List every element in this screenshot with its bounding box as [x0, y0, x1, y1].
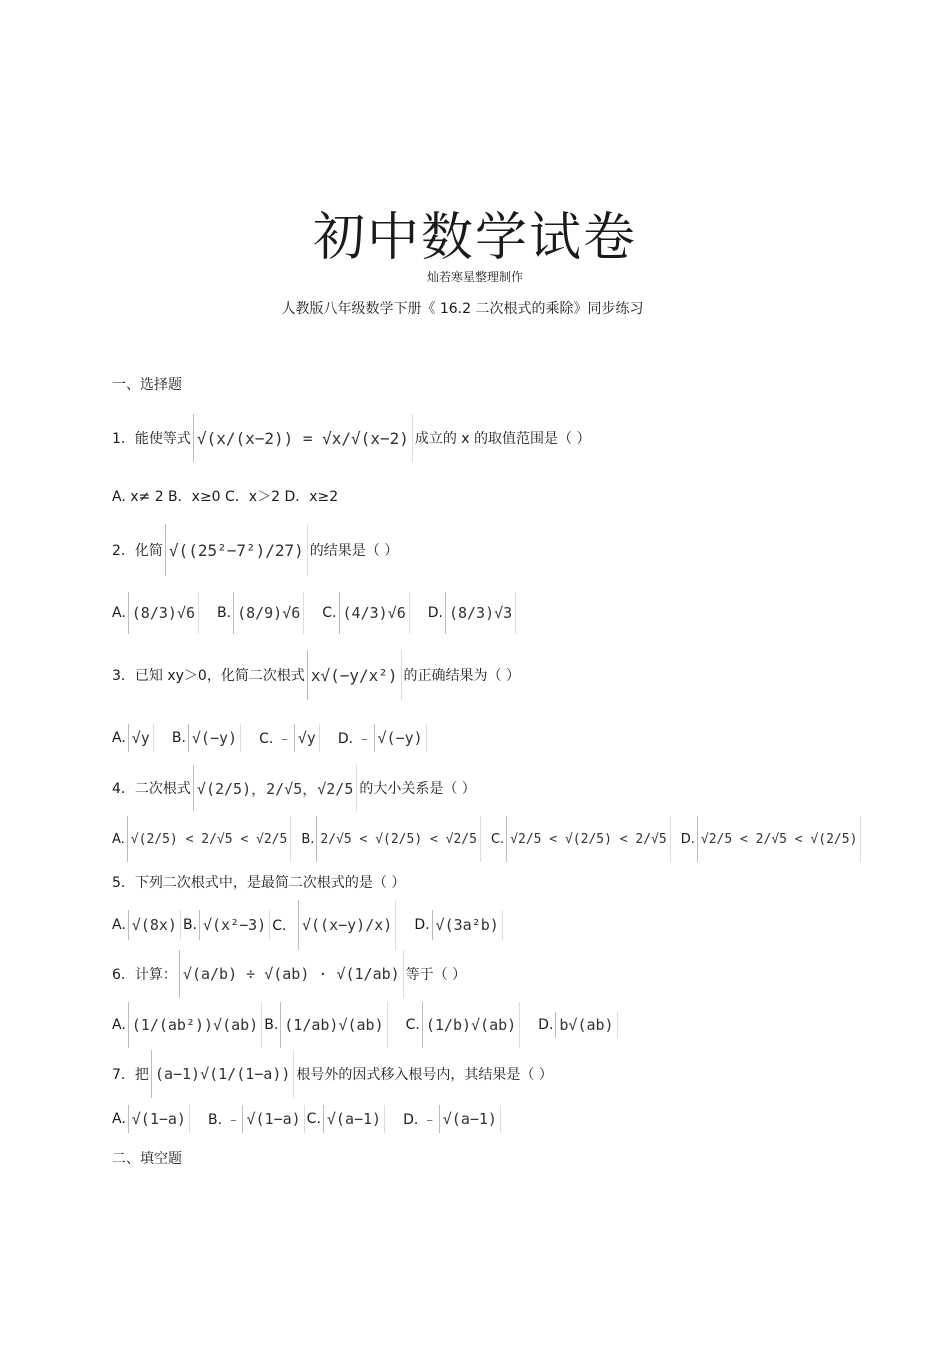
option-label: A.: [112, 917, 126, 933]
question-text: 7．把: [112, 1067, 149, 1083]
formula-image: (a−1)√(1/(1−a)): [151, 1050, 294, 1098]
option-label: C．: [272, 918, 296, 934]
question-text: 的结果是（ ）: [309, 543, 399, 559]
question-2-options: [112, 592, 518, 634]
question-2: [112, 524, 398, 576]
option-label: D.: [538, 1017, 554, 1033]
page-title: 初中数学试卷: [312, 208, 637, 268]
option-label: C.: [322, 605, 337, 621]
question-text: 6．计算：: [112, 967, 177, 983]
question-7: [112, 1050, 553, 1098]
option-label: A.: [112, 605, 126, 621]
formula-image: √2/5 < 2/√5 < √(2/5): [697, 816, 862, 862]
question-1-options: A. x≠ 2 B．x≥0 C．x＞2 D．x≥2: [112, 489, 339, 505]
option-label: A.: [112, 1017, 126, 1033]
option-label: B. ﹣: [207, 1112, 241, 1128]
question-3-options: [112, 724, 429, 752]
formula-image: (1/b)√(ab): [422, 1002, 520, 1048]
question-text: 的大小关系是（ ）: [359, 781, 476, 797]
question-text: 的正确结果为（ ）: [403, 668, 520, 684]
option-label: B.: [171, 730, 186, 746]
section-heading-choice: 一、选择题: [112, 377, 182, 393]
question-4-options: [112, 816, 863, 862]
option-label: D.: [427, 605, 443, 621]
formula-image: √(1−a): [242, 1105, 304, 1133]
formula-image: (1/(ab²))√(ab): [128, 1002, 262, 1048]
option-label: B.: [264, 1017, 279, 1033]
option-label: A.: [112, 1111, 126, 1127]
formula-image: √(−y): [188, 724, 241, 752]
option-label: B.: [301, 831, 315, 847]
formula-image: (8/3)√6: [128, 592, 199, 634]
option-label: D.: [680, 831, 695, 847]
option-label: B.: [182, 917, 197, 933]
question-text: 4．二次根式: [112, 781, 191, 797]
option-label: C.: [306, 1111, 321, 1127]
exercise-heading: 人教版八年级数学下册《 16.2 二次根式的乘除》同步练习: [281, 301, 644, 317]
option-label: B.: [217, 605, 232, 621]
option-label: D.: [414, 917, 430, 933]
option-label: A.: [112, 730, 126, 746]
formula-image: (8/3)√3: [445, 592, 516, 634]
question-6-options: [112, 1002, 620, 1048]
question-7-options: [112, 1105, 503, 1133]
question-3: [112, 650, 520, 700]
question-text: 2．化简: [112, 543, 163, 559]
question-1: [112, 414, 590, 462]
formula-image: (4/3)√6: [339, 592, 410, 634]
formula-image: √((25²−7²)/27): [165, 524, 308, 576]
formula-image: √(8x): [128, 910, 181, 940]
formula-image: √(a/b) ÷ √(ab) · √(1/ab): [179, 950, 404, 998]
formula-image: √(3a²b): [432, 910, 503, 940]
question-text: 1．能使等式: [112, 431, 191, 447]
formula-image: (8/9)√6: [233, 592, 304, 634]
formula-image: x√(−y/x²): [307, 650, 402, 700]
formula-image: √(−y): [374, 724, 427, 752]
formula-image: √(2/5) < 2/√5 < √2/5: [127, 816, 292, 862]
formula-image: √y: [128, 724, 154, 752]
formula-image: √2/5 < √(2/5) < 2/√5: [506, 816, 671, 862]
option-label: C. ﹣: [259, 731, 292, 747]
option-label: D. ﹣: [337, 731, 372, 747]
question-text: 根号外的因式移入根号内，其结果是（ ）: [296, 1067, 553, 1083]
formula-image: √(x²−3): [199, 910, 270, 940]
option-label: C.: [405, 1017, 420, 1033]
formula-image: √((x−y)/x): [298, 900, 396, 950]
question-text: 成立的 x 的取值范围是（ ）: [414, 431, 591, 447]
question-5: 5．下列二次根式中，是最简二次根式的是（ ）: [112, 875, 406, 891]
formula-image: √y: [294, 724, 320, 752]
formula-image: √(2/5)，2/√5，√2/5: [193, 765, 357, 811]
formula-image: √(a−1): [323, 1105, 385, 1133]
formula-image: (1/ab)√(ab): [280, 1002, 387, 1048]
formula-image: √(a−1): [439, 1105, 501, 1133]
page-subtitle: 灿若寒星整理制作: [426, 270, 523, 284]
formula-image: √(x/(x−2)) = √x/√(x−2): [193, 414, 413, 462]
formula-image: 2/√5 < √(2/5) < √2/5: [316, 816, 481, 862]
option-label: C.: [490, 831, 505, 847]
question-text: 等于（ ）: [405, 967, 467, 983]
formula-image: b√(ab): [555, 1012, 617, 1038]
question-5-options: [112, 900, 505, 950]
question-4: [112, 765, 476, 811]
option-label: D. ﹣: [403, 1112, 437, 1128]
section-heading-fill: 二、填空题: [112, 1151, 182, 1167]
option-label: A.: [112, 831, 125, 847]
question-6: [112, 950, 466, 998]
formula-image: √(1−a): [128, 1105, 190, 1133]
question-text: 3．已知 xy＞0，化简二次根式: [112, 668, 305, 684]
